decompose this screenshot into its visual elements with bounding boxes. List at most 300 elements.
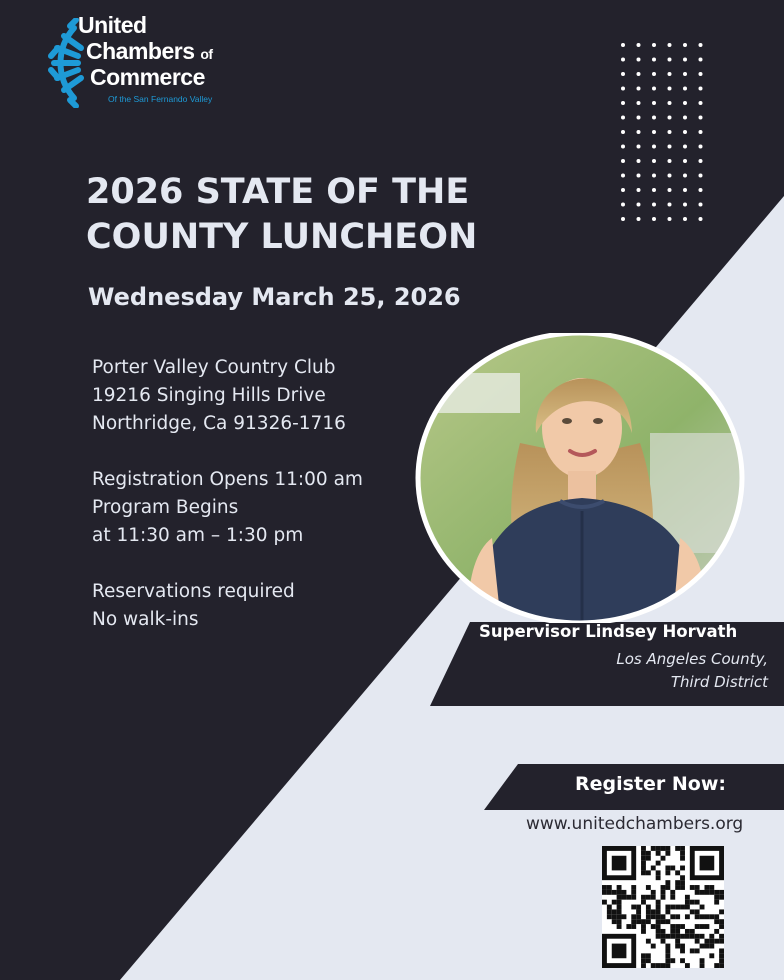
decor-dot: [652, 130, 656, 134]
qr-module: [631, 919, 636, 924]
qr-module: [607, 914, 612, 919]
qr-module: [651, 866, 656, 871]
qr-module: [661, 890, 666, 895]
qr-module: [719, 963, 724, 968]
decor-dot: [683, 130, 687, 134]
qr-module: [646, 909, 651, 914]
decor-dot: [652, 43, 656, 47]
qr-module: [617, 914, 622, 919]
qr-module: [656, 905, 661, 910]
qr-module: [631, 914, 636, 919]
decor-dot: [668, 87, 672, 91]
qr-module: [680, 866, 685, 871]
decor-dot: [621, 203, 625, 207]
qr-module: [665, 846, 670, 851]
qr-module: [695, 934, 700, 939]
qr-module: [651, 895, 656, 900]
chamber-logo: [48, 14, 278, 110]
qr-module: [675, 870, 680, 875]
qr-module: [690, 900, 695, 905]
qr-module: [651, 963, 656, 968]
decor-dot: [699, 58, 703, 62]
qr-module: [700, 905, 705, 910]
qr-module: [714, 929, 719, 934]
speaker-role-line-2: Third District: [670, 673, 768, 691]
qr-module: [656, 875, 661, 880]
decor-dot: [668, 159, 672, 163]
qr-module: [714, 914, 719, 919]
decor-dot: [683, 58, 687, 62]
decor-dot: [621, 101, 625, 105]
decor-dot: [668, 203, 672, 207]
qr-module: [646, 895, 651, 900]
qr-module: [622, 895, 627, 900]
qr-module: [704, 890, 709, 895]
decor-dot: [621, 130, 625, 134]
decor-dot: [668, 188, 672, 192]
qr-module: [675, 914, 680, 919]
decor-dot: [683, 101, 687, 105]
qr-module: [670, 895, 675, 900]
qr-module: [680, 851, 685, 856]
qr-module: [709, 939, 714, 944]
speaker-role: [616, 648, 768, 694]
venue-city: Northridge, Ca 91326-1716: [92, 413, 346, 434]
decor-dot: [637, 159, 641, 163]
qr-finder-core: [612, 944, 627, 959]
qr-module: [656, 900, 661, 905]
qr-module: [631, 905, 636, 910]
qr-module: [641, 919, 646, 924]
decor-dot: [668, 43, 672, 47]
qr-module: [656, 929, 661, 934]
qr-module: [665, 905, 670, 910]
qr-module: [665, 909, 670, 914]
qr-module: [700, 924, 705, 929]
qr-module: [685, 934, 690, 939]
qr-module: [617, 905, 622, 910]
qr-module: [631, 924, 636, 929]
qr-module: [651, 944, 656, 949]
qr-module: [641, 856, 646, 861]
qr-module: [636, 909, 641, 914]
decor-dot: [652, 203, 656, 207]
decor-dot: [683, 159, 687, 163]
decor-dot: [683, 188, 687, 192]
speaker-name: Supervisor Lindsey Horvath: [479, 622, 738, 641]
schedule-block: [92, 466, 363, 550]
qr-module: [602, 885, 607, 890]
qr-module: [665, 851, 670, 856]
qr-module: [661, 914, 666, 919]
decor-dot: [637, 58, 641, 62]
decor-dot: [699, 43, 703, 47]
decor-dot: [699, 174, 703, 178]
qr-module: [695, 948, 700, 953]
qr-module: [704, 885, 709, 890]
qr-module: [719, 909, 724, 914]
qr-module: [704, 924, 709, 929]
decor-dot: [699, 87, 703, 91]
qr-module: [607, 905, 612, 910]
qr-module: [695, 885, 700, 890]
qr-module: [665, 885, 670, 890]
qr-module: [685, 900, 690, 905]
qr-module: [641, 866, 646, 871]
website-link[interactable]: www.unitedchambers.org: [526, 814, 744, 834]
speaker-portrait: [410, 333, 750, 623]
qr-code-icon[interactable]: [602, 846, 724, 968]
qr-module: [612, 914, 617, 919]
decor-dot: [621, 58, 625, 62]
qr-module: [612, 900, 617, 905]
qr-module: [661, 885, 666, 890]
qr-module: [646, 914, 651, 919]
qr-module: [690, 948, 695, 953]
decor-dot: [637, 174, 641, 178]
qr-module: [636, 905, 641, 910]
qr-module: [661, 963, 666, 968]
decor-dot: [683, 116, 687, 120]
qr-module: [714, 900, 719, 905]
decor-dot: [699, 72, 703, 76]
qr-module: [646, 905, 651, 910]
decor-dot: [699, 130, 703, 134]
qr-module: [719, 919, 724, 924]
decor-dot: [683, 174, 687, 178]
decor-dot: [652, 159, 656, 163]
qr-module: [704, 944, 709, 949]
qr-module: [675, 929, 680, 934]
qr-module: [612, 909, 617, 914]
qr-module: [675, 944, 680, 949]
register-now-label: Register Now:: [575, 773, 726, 795]
logo-line-1: United: [78, 12, 147, 38]
qr-module: [670, 929, 675, 934]
qr-module: [680, 924, 685, 929]
qr-module: [646, 919, 651, 924]
qr-module: [641, 895, 646, 900]
qr-module: [612, 890, 617, 895]
qr-module: [665, 953, 670, 958]
qr-module: [690, 909, 695, 914]
qr-module: [719, 895, 724, 900]
qr-module: [700, 890, 705, 895]
decor-dot: [683, 43, 687, 47]
qr-module: [700, 944, 705, 949]
qr-module: [617, 895, 622, 900]
qr-module: [661, 929, 666, 934]
decor-dot: [683, 87, 687, 91]
qr-module: [680, 958, 685, 963]
qr-module: [665, 963, 670, 968]
decor-dot: [637, 116, 641, 120]
qr-module: [651, 914, 656, 919]
qr-module: [719, 953, 724, 958]
qr-module: [685, 929, 690, 934]
decor-dot: [668, 217, 672, 221]
qr-module: [700, 958, 705, 963]
qr-module: [685, 905, 690, 910]
decor-dot: [621, 116, 625, 120]
decor-dot: [637, 217, 641, 221]
qr-module: [661, 934, 666, 939]
decor-dot: [699, 159, 703, 163]
no-walkins: No walk-ins: [92, 609, 199, 630]
program-time: at 11:30 am – 1:30 pm: [92, 525, 304, 546]
qr-module: [680, 948, 685, 953]
registration-time: Registration Opens 11:00 am: [92, 469, 363, 490]
decor-dot: [621, 159, 625, 163]
qr-module: [617, 924, 622, 929]
decor-dot: [621, 43, 625, 47]
qr-module: [685, 963, 690, 968]
decor-dot: [652, 116, 656, 120]
qr-module: [719, 958, 724, 963]
venue-block: [92, 354, 346, 438]
reservation-block: [92, 578, 295, 634]
qr-module: [714, 939, 719, 944]
qr-module: [690, 934, 695, 939]
qr-module: [651, 909, 656, 914]
qr-module: [719, 948, 724, 953]
decor-dot: [652, 145, 656, 149]
qr-module: [714, 919, 719, 924]
decor-dot: [637, 145, 641, 149]
dot-grid-decoration: [618, 40, 708, 230]
qr-module: [695, 939, 700, 944]
qr-module: [670, 914, 675, 919]
decor-dot: [683, 203, 687, 207]
decor-dot: [621, 217, 625, 221]
decor-dot: [621, 174, 625, 178]
qr-module: [714, 890, 719, 895]
qr-module: [646, 851, 651, 856]
decor-dot: [683, 72, 687, 76]
qr-module: [641, 958, 646, 963]
qr-module: [602, 890, 607, 895]
qr-module: [700, 934, 705, 939]
qr-module: [665, 944, 670, 949]
qr-module: [651, 890, 656, 895]
decor-dot: [621, 72, 625, 76]
qr-module: [646, 885, 651, 890]
qr-module: [641, 861, 646, 866]
qr-module: [719, 934, 724, 939]
qr-module: [636, 914, 641, 919]
qr-module: [641, 900, 646, 905]
venue-name: Porter Valley Country Club: [92, 357, 336, 378]
qr-module: [670, 905, 675, 910]
qr-module: [675, 880, 680, 885]
decor-dot: [668, 130, 672, 134]
qr-module: [690, 929, 695, 934]
qr-module: [675, 905, 680, 910]
logo-subtitle: Of the San Fernando Valley: [108, 94, 213, 104]
qr-module: [704, 939, 709, 944]
qr-module: [646, 958, 651, 963]
decor-dot: [637, 188, 641, 192]
decor-dot: [637, 87, 641, 91]
qr-module: [709, 953, 714, 958]
qr-module: [665, 958, 670, 963]
qr-module: [665, 870, 670, 875]
qr-module: [695, 909, 700, 914]
qr-module: [631, 885, 636, 890]
qr-module: [656, 963, 661, 968]
qr-module: [709, 934, 714, 939]
qr-module: [636, 919, 641, 924]
qr-module: [680, 934, 685, 939]
qr-module: [607, 885, 612, 890]
qr-module: [656, 861, 661, 866]
qr-module: [661, 919, 666, 924]
qr-module: [670, 924, 675, 929]
qr-module: [709, 885, 714, 890]
qr-module: [651, 846, 656, 851]
qr-module: [641, 953, 646, 958]
qr-module: [641, 924, 646, 929]
event-title: 2026 STATE OF THE COUNTY LUNCHEON: [86, 172, 478, 257]
qr-module: [617, 890, 622, 895]
decor-dot: [652, 87, 656, 91]
decor-dot: [699, 188, 703, 192]
qr-module: [626, 895, 631, 900]
qr-module: [656, 919, 661, 924]
decor-dot: [668, 174, 672, 178]
qr-module: [675, 885, 680, 890]
decor-dot: [652, 188, 656, 192]
qr-module: [665, 919, 670, 924]
qr-module: [607, 909, 612, 914]
qr-module: [641, 929, 646, 934]
decor-dot: [683, 217, 687, 221]
qr-module: [641, 870, 646, 875]
qr-module: [656, 934, 661, 939]
qr-module: [661, 895, 666, 900]
decor-dot: [668, 101, 672, 105]
qr-module: [704, 914, 709, 919]
decor-dot: [621, 145, 625, 149]
qr-module: [700, 914, 705, 919]
qr-module: [690, 885, 695, 890]
qr-module: [617, 919, 622, 924]
qr-module: [665, 948, 670, 953]
qr-module: [685, 895, 690, 900]
qr-module: [680, 885, 685, 890]
qr-module: [646, 953, 651, 958]
qr-module: [700, 963, 705, 968]
qr-module: [719, 939, 724, 944]
decor-dot: [668, 145, 672, 149]
qr-module: [651, 924, 656, 929]
decor-dot: [637, 101, 641, 105]
qr-module: [709, 914, 714, 919]
qr-module: [719, 924, 724, 929]
qr-module: [680, 875, 685, 880]
qr-module: [661, 939, 666, 944]
qr-module: [631, 895, 636, 900]
qr-module: [675, 924, 680, 929]
qr-module: [656, 851, 661, 856]
decor-dot: [699, 145, 703, 149]
qr-module: [646, 856, 651, 861]
decor-dot: [621, 188, 625, 192]
decor-dot: [652, 174, 656, 178]
qr-module: [695, 924, 700, 929]
qr-finder-core: [612, 856, 627, 871]
qr-module: [602, 900, 607, 905]
qr-module: [680, 944, 685, 949]
qr-module: [709, 944, 714, 949]
qr-module: [695, 914, 700, 919]
qr-module: [665, 866, 670, 871]
qr-module: [656, 846, 661, 851]
decor-dot: [668, 58, 672, 62]
qr-module: [685, 914, 690, 919]
qr-module: [646, 939, 651, 944]
decor-dot: [668, 72, 672, 76]
qr-module: [680, 880, 685, 885]
qr-module: [714, 963, 719, 968]
qr-module: [675, 939, 680, 944]
qr-module: [695, 890, 700, 895]
decor-dot: [637, 43, 641, 47]
decor-dot: [637, 72, 641, 76]
qr-module: [665, 880, 670, 885]
qr-module: [719, 890, 724, 895]
decor-dot: [699, 217, 703, 221]
qr-module: [622, 890, 627, 895]
qr-module: [612, 919, 617, 924]
qr-module: [675, 846, 680, 851]
qr-module: [607, 890, 612, 895]
qr-module: [656, 924, 661, 929]
qr-module: [680, 856, 685, 861]
reservations-required: Reservations required: [92, 581, 295, 602]
decor-dot: [621, 87, 625, 91]
qr-module: [641, 963, 646, 968]
qr-module: [709, 890, 714, 895]
decor-dot: [668, 116, 672, 120]
qr-module: [617, 900, 622, 905]
qr-module: [661, 856, 666, 861]
qr-module: [626, 924, 631, 929]
event-date: Wednesday March 25, 2026: [88, 283, 461, 311]
qr-module: [665, 934, 670, 939]
qr-module: [670, 890, 675, 895]
qr-module: [656, 909, 661, 914]
qr-module: [670, 934, 675, 939]
logo-line-2: Chambers of: [86, 38, 213, 64]
venue-street: 19216 Singing Hills Drive: [92, 385, 326, 406]
qr-module: [670, 958, 675, 963]
qr-module: [617, 885, 622, 890]
qr-module: [617, 909, 622, 914]
decor-dot: [637, 203, 641, 207]
logo-line-3: Commerce: [90, 64, 205, 90]
qr-module: [714, 895, 719, 900]
decor-dot: [652, 58, 656, 62]
qr-finder-core: [700, 856, 715, 871]
decor-dot: [652, 101, 656, 105]
decor-dot: [637, 130, 641, 134]
qr-module: [656, 870, 661, 875]
qr-module: [695, 900, 700, 905]
qr-module: [680, 905, 685, 910]
decor-dot: [683, 145, 687, 149]
decor-dot: [699, 101, 703, 105]
